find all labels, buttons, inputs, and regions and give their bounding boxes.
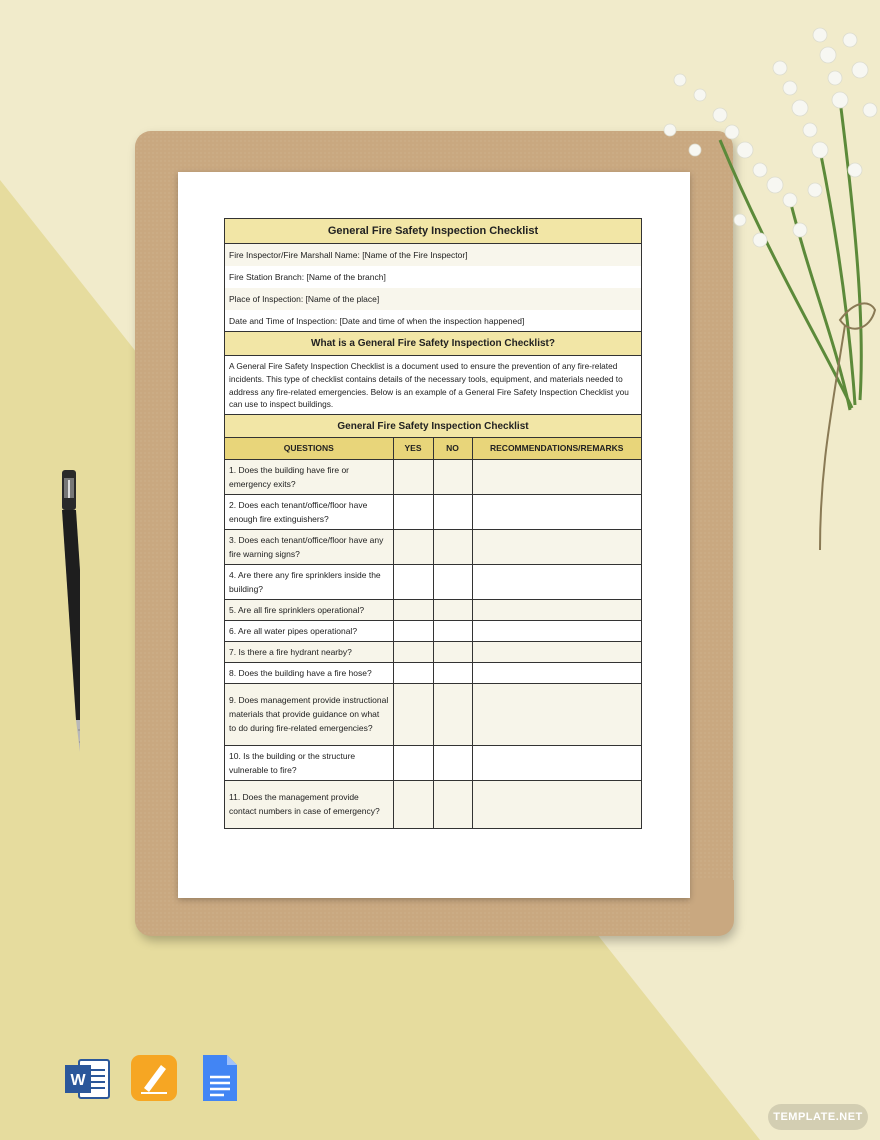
no-cell[interactable] xyxy=(433,780,472,828)
column-header-remarks: RECOMMENDATIONS/REMARKS xyxy=(472,438,641,459)
no-cell[interactable] xyxy=(433,459,472,494)
no-cell[interactable] xyxy=(433,529,472,564)
info-row-date: Date and Time of Inspection: [Date and time of when the inspection happened] xyxy=(225,310,641,332)
no-cell[interactable] xyxy=(433,494,472,529)
remarks-cell[interactable] xyxy=(472,683,641,745)
pages-icon[interactable] xyxy=(131,1055,177,1101)
no-cell[interactable] xyxy=(433,641,472,662)
info-row-branch: Fire Station Branch: [Name of the branch] xyxy=(229,272,386,282)
table-row xyxy=(225,599,641,620)
no-cell[interactable] xyxy=(433,599,472,620)
table-row xyxy=(225,529,641,564)
question-cell: 8. Does the building have a fire hose? xyxy=(225,662,393,683)
yes-cell[interactable] xyxy=(393,459,433,494)
yes-cell[interactable] xyxy=(393,494,433,529)
column-header-questions: QUESTIONS xyxy=(225,438,393,459)
column-header-no: NO xyxy=(433,438,472,459)
watermark-badge: TEMPLATE.NET xyxy=(768,1104,868,1130)
question-cell: 1. Does the building have fire or emergency exits? xyxy=(225,459,393,494)
info-row-inspector: Fire Inspector/Fire Marshall Name: [Name of the Fire Inspector] xyxy=(225,244,641,266)
remarks-cell[interactable] xyxy=(472,599,641,620)
word-icon[interactable] xyxy=(65,1056,111,1102)
google-docs-icon[interactable] xyxy=(197,1055,243,1101)
checklist-document xyxy=(224,218,642,829)
question-cell: 7. Is there a fire hydrant nearby? xyxy=(225,641,393,662)
yes-cell[interactable] xyxy=(393,620,433,641)
remarks-cell[interactable] xyxy=(472,529,641,564)
yes-cell[interactable] xyxy=(393,683,433,745)
remarks-cell[interactable] xyxy=(472,494,641,529)
section-heading: What is a General Fire Safety Inspection Checklist? xyxy=(225,332,641,356)
yes-cell[interactable] xyxy=(393,780,433,828)
checklist-heading: General Fire Safety Inspection Checklist xyxy=(225,415,641,438)
no-cell[interactable] xyxy=(433,564,472,599)
question-cell: 10. Is the building or the structure vulnerable to fire? xyxy=(225,745,393,780)
question-cell: 6. Are all water pipes operational? xyxy=(225,620,393,641)
yes-cell[interactable] xyxy=(393,745,433,780)
table-row xyxy=(225,683,641,745)
no-cell[interactable] xyxy=(433,620,472,641)
table-row xyxy=(225,620,641,641)
mechanical-pencil-icon xyxy=(60,470,80,865)
yes-cell[interactable] xyxy=(393,564,433,599)
clipboard-corner xyxy=(690,880,734,936)
document-title: General Fire Safety Inspection Checklist xyxy=(225,219,641,244)
question-cell: 3. Does each tenant/office/floor have any fire warning signs? xyxy=(225,529,393,564)
remarks-cell[interactable] xyxy=(472,662,641,683)
table-row xyxy=(225,564,641,599)
checklist-table xyxy=(225,438,641,828)
table-row xyxy=(225,780,641,828)
question-cell: 9. Does management provide instructional materials that provide guidance on what to do during fire-related emergencies? xyxy=(225,683,393,745)
table-row xyxy=(225,459,641,494)
yes-cell[interactable] xyxy=(393,641,433,662)
remarks-cell[interactable] xyxy=(472,620,641,641)
question-cell: 11. Does the management provide contact numbers in case of emergency? xyxy=(225,780,393,828)
remarks-cell[interactable] xyxy=(472,564,641,599)
yes-cell[interactable] xyxy=(393,599,433,620)
remarks-cell[interactable] xyxy=(472,745,641,780)
column-header-yes: YES xyxy=(393,438,433,459)
table-row xyxy=(225,494,641,529)
question-cell: 5. Are all fire sprinklers operational? xyxy=(225,599,393,620)
table-row xyxy=(225,745,641,780)
no-cell[interactable] xyxy=(433,662,472,683)
no-cell[interactable] xyxy=(433,683,472,745)
yes-cell[interactable] xyxy=(393,529,433,564)
question-cell: 2. Does each tenant/office/floor have enough fire extinguishers? xyxy=(225,494,393,529)
svg-text:W: W xyxy=(70,1072,86,1089)
description-paragraph: A General Fire Safety Inspection Checklist is a document used to ensure the prevention of any fire-related incidents. This type of checklist contains details of the necessary tools, equipment, and materials needed to address any fire-related emergencies. Below is an example of a General Fire Safety Inspection Checklist you can use to inspect buildings. xyxy=(225,356,641,415)
info-row-place: Place of Inspection: [Name of the place] xyxy=(225,288,641,310)
remarks-cell[interactable] xyxy=(472,780,641,828)
question-cell: 4. Are there any fire sprinklers inside the building? xyxy=(225,564,393,599)
table-row xyxy=(225,641,641,662)
no-cell[interactable] xyxy=(433,745,472,780)
remarks-cell[interactable] xyxy=(472,641,641,662)
remarks-cell[interactable] xyxy=(472,459,641,494)
lily-of-the-valley-flowers-icon xyxy=(640,0,880,560)
yes-cell[interactable] xyxy=(393,662,433,683)
table-row xyxy=(225,662,641,683)
